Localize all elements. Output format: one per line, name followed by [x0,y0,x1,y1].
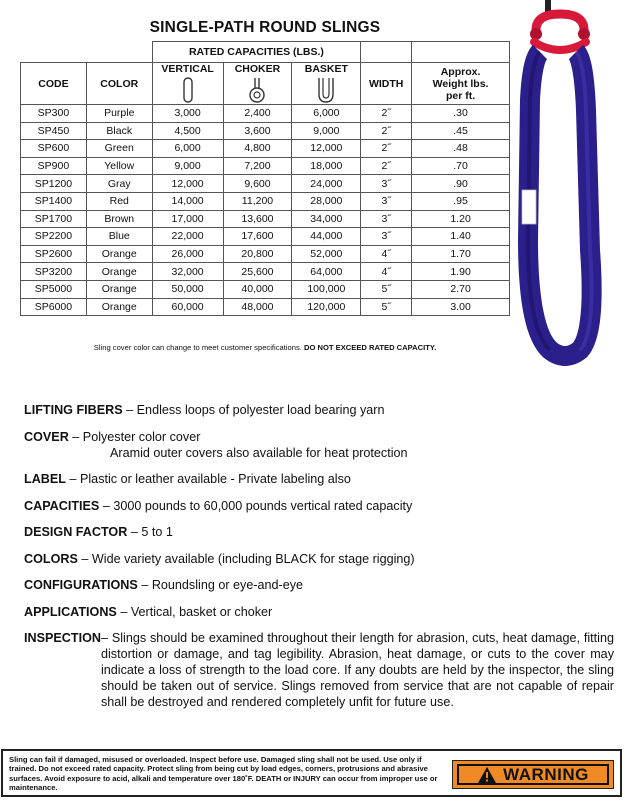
cell-width: 3˝ [361,175,412,193]
cell-code: SP3200 [21,263,87,281]
cell-width: 4˝ [361,263,412,281]
cell-vertical: 17,000 [152,210,223,228]
cell-color: Brown [86,210,152,228]
col-width-header [361,63,412,105]
warning-badge [452,760,614,789]
cell-width: 3˝ [361,210,412,228]
cell-code: SP6000 [21,298,87,316]
spec-configurations [24,577,614,593]
cell-color: Yellow [86,157,152,175]
header-spacer [361,42,412,63]
cell-code: SP2200 [21,228,87,246]
col-basket-label: BASKET [304,63,348,75]
table-row [21,192,510,210]
vertical-hitch-icon [181,76,195,104]
cell-code: SP5000 [21,280,87,298]
spec-design-factor [24,524,614,540]
cell-width: 2˝ [361,157,412,175]
table-row [21,122,510,140]
col-choker-label: CHOKER [234,63,281,75]
cell-basket: 44,000 [292,228,361,246]
cell-basket: 100,000 [292,280,361,298]
cell-vertical: 32,000 [152,263,223,281]
cell-choker: 25,600 [223,263,292,281]
table-row [21,280,510,298]
page-title: SINGLE-PATH ROUND SLINGS [149,19,381,36]
col-vertical-label: VERTICAL [161,63,214,75]
cell-weight: 1.90 [412,263,510,281]
col-basket-header [292,63,361,105]
warning-box [1,749,622,797]
warning-badge-label: WARNING [503,764,589,784]
cell-choker: 3,600 [223,122,292,140]
cell-basket: 6,000 [292,105,361,123]
cell-vertical: 26,000 [152,245,223,263]
cell-weight: .30 [412,105,510,123]
cell-code: SP600 [21,140,87,158]
spec-label: INSPECTION [24,631,101,645]
cell-weight: .70 [412,157,510,175]
table-row [21,157,510,175]
cell-vertical: 12,000 [152,175,223,193]
table-note [20,343,510,352]
spec-label: LABEL [24,472,66,486]
col-weight-header [412,63,510,105]
cell-choker: 20,800 [223,245,292,263]
col-color-label: COLOR [100,77,139,90]
cell-color: Black [86,122,152,140]
choker-hitch-icon [246,76,268,104]
cell-basket: 12,000 [292,140,361,158]
cell-choker: 48,000 [223,298,292,316]
cell-choker: 13,600 [223,210,292,228]
cell-width: 5˝ [361,280,412,298]
cell-vertical: 4,500 [152,122,223,140]
spec-lifting-fibers [24,402,614,418]
cell-choker: 7,200 [223,157,292,175]
cell-code: SP2600 [21,245,87,263]
cell-choker: 4,800 [223,140,292,158]
cell-vertical: 6,000 [152,140,223,158]
cell-color: Green [86,140,152,158]
header-spacer [412,42,510,63]
spec-label: LIFTING FIBERS [24,403,123,417]
spec-list [24,402,614,721]
cell-width: 2˝ [361,122,412,140]
spec-label: DESIGN FACTOR [24,525,128,539]
spec-text: – Slings should be examined throughout their length for abrasion, cuts, heat damage, fitting distortion or damage, and tag legibility. Abrasion, heat damage, or cuts to the cover may indicate a loss of strength to the load core. If any doubts are held by the inspector, the sling should be taken out of service. Slings removed from service that are not capable of repair shall be destroyed and rendered completely unfit for future use. [100,631,614,709]
spec-label: CAPACITIES [24,498,100,513]
cell-width: 3˝ [361,192,412,210]
cell-color: Blue [86,228,152,246]
cell-basket: 52,000 [292,245,361,263]
cell-weight: .90 [412,175,510,193]
cell-color: Orange [86,280,152,298]
cell-basket: 18,000 [292,157,361,175]
col-vertical-header [152,63,223,105]
cell-weight: .45 [412,122,510,140]
cell-basket: 24,000 [292,175,361,193]
spec-text: – Roundsling or eye-and-eye [141,578,304,592]
round-sling-with-hook-icon [510,0,620,375]
cell-vertical: 50,000 [152,280,223,298]
cell-color: Orange [86,245,152,263]
cell-code: SP450 [21,122,87,140]
cell-weight: 1.70 [412,245,510,263]
spec-colors [24,551,614,567]
cell-code: SP900 [21,157,87,175]
table-row [21,298,510,316]
cell-code: SP1400 [21,192,87,210]
table-row [21,105,510,123]
cell-basket: 120,000 [292,298,361,316]
cell-weight: 3.00 [412,298,510,316]
cell-width: 3˝ [361,228,412,246]
cell-weight: 2.70 [412,280,510,298]
cell-weight: 1.20 [412,210,510,228]
header-spacer [86,42,152,63]
header-spacer [21,42,87,63]
col-width-label: WIDTH [368,77,404,90]
spec-label: APPLICATIONS [24,604,117,619]
cell-choker: 11,200 [223,192,292,210]
spec-text-line2: Aramid outer covers also available for heat protection [110,445,408,460]
spec-capacities [24,498,614,514]
note-bold-text: DO NOT EXCEED RATED CAPACITY. [304,343,437,352]
cell-color: Gray [86,175,152,193]
col-code-header [21,63,87,105]
cell-basket: 34,000 [292,210,361,228]
cell-weight: .48 [412,140,510,158]
table-row [21,175,510,193]
spec-inspection [24,630,614,710]
cell-width: 2˝ [361,140,412,158]
cell-choker: 40,000 [223,280,292,298]
cell-vertical: 14,000 [152,192,223,210]
cell-color: Purple [86,105,152,123]
cell-color: Orange [86,298,152,316]
cell-code: SP1700 [21,210,87,228]
cell-width: 5˝ [361,298,412,316]
cell-vertical: 9,000 [152,157,223,175]
col-code-label: CODE [38,77,69,90]
spec-label: CONFIGURATIONS [24,578,138,592]
cell-vertical: 22,000 [152,228,223,246]
cell-code: SP300 [21,105,87,123]
cell-vertical: 3,000 [152,105,223,123]
rated-capacities-table [20,41,510,316]
cell-choker: 9,600 [223,175,292,193]
cell-basket: 9,000 [292,122,361,140]
spec-cover [24,429,614,461]
cell-basket: 64,000 [292,263,361,281]
table-body [21,105,510,316]
spec-text: – Polyester color cover [72,429,201,444]
cell-vertical: 60,000 [152,298,223,316]
col-color-header [86,63,152,105]
cell-weight: .95 [412,192,510,210]
spec-text: – Endless loops of polyester load bearing yarn [126,403,385,417]
basket-hitch-icon [315,76,337,104]
col-weight-label: Approx. Weight lbs. per ft. [432,65,489,102]
cell-choker: 2,400 [223,105,292,123]
cell-color: Orange [86,263,152,281]
spec-label: COLORS [24,551,78,566]
spec-text: – Vertical, basket or choker [120,604,273,619]
table-row [21,210,510,228]
table-row [21,228,510,246]
note-text: Sling cover color can change to meet customer specifications. [93,343,302,352]
cell-width: 2˝ [361,105,412,123]
cell-code: SP1200 [21,175,87,193]
spec-applications [24,604,614,620]
warning-triangle-icon [477,766,497,784]
cell-weight: 1.40 [412,228,510,246]
spec-text: – Plastic or leather available - Private labeling also [69,472,351,486]
spec-text: – 3000 pounds to 60,000 pounds vertical rated capacity [102,498,413,513]
table-row [21,263,510,281]
rated-capacities-header: RATED CAPACITIES (LBS.) [152,42,361,63]
spec-label-row [24,471,614,487]
cell-basket: 28,000 [292,192,361,210]
table-row [21,140,510,158]
spec-text: – 5 to 1 [130,525,173,539]
cell-width: 4˝ [361,245,412,263]
spec-text: – Wide variety available (including BLACK for stage rigging) [81,551,415,566]
cell-color: Red [86,192,152,210]
col-choker-header [223,63,292,105]
spec-label: COVER [24,429,69,444]
warning-text: Sling can fail if damaged, misused or overloaded. Inspect before use. Damaged sling shall not be used. Use only if trained. Do not exceed rated capacity. Protect sling from being cut by load edges, corners, protrusions and abrasive surfaces. Avoid exposure to acid, alkali and temperature over 180˚F. DEATH or INJURY can occur from improper use or maintenance. [9,755,438,793]
table-row [21,245,510,263]
cell-choker: 17,600 [223,228,292,246]
